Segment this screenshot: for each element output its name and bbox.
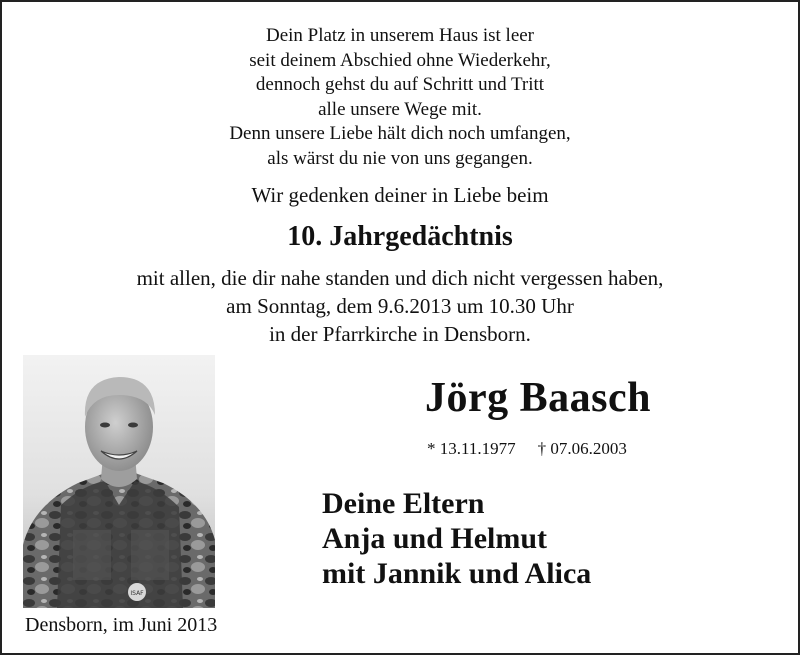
anniversary-heading: 10. Jahrgedächtnis: [287, 221, 513, 252]
portrait-photo: [23, 355, 215, 608]
poem-line: Denn unsere Liebe hält dich noch umfangen,: [229, 123, 571, 144]
details-line: in der Pfarrkirche in Densborn.: [269, 322, 531, 346]
intro-text: Wir gedenken deiner in Liebe beim: [251, 183, 549, 207]
isaf-patch: ISAF: [130, 590, 144, 597]
poem-line: Dein Platz in unserem Haus ist leer: [265, 25, 535, 46]
service-details: [0, 264, 800, 348]
place-date: Densborn, im Juni 2013: [25, 614, 218, 636]
poem-line: seit deinem Abschied ohne Wiederkehr,: [249, 49, 551, 71]
family-signature: [322, 486, 591, 591]
memorial-poem: [0, 24, 800, 171]
deceased-name: Jörg Baasch: [425, 375, 651, 421]
details-line: mit allen, die dir nahe standen und dich nicht vergessen haben,: [136, 266, 664, 290]
poem-line: alle unsere Wege mit.: [318, 98, 482, 120]
poem-line: dennoch gehst du auf Schritt und Tritt: [255, 74, 545, 95]
birth-date: * 13.11.1977: [427, 439, 516, 458]
death-date: † 07.06.2003: [537, 439, 627, 458]
life-dates: [427, 439, 627, 459]
family-line: Deine Eltern: [322, 487, 485, 520]
details-line: am Sonntag, dem 9.6.2013 um 10.30 Uhr: [226, 294, 574, 318]
family-line: Anja und Helmut: [322, 522, 548, 555]
poem-line: als wärst du nie von uns gegangen.: [267, 147, 533, 169]
family-line: mit Jannik und Alica: [322, 557, 592, 590]
